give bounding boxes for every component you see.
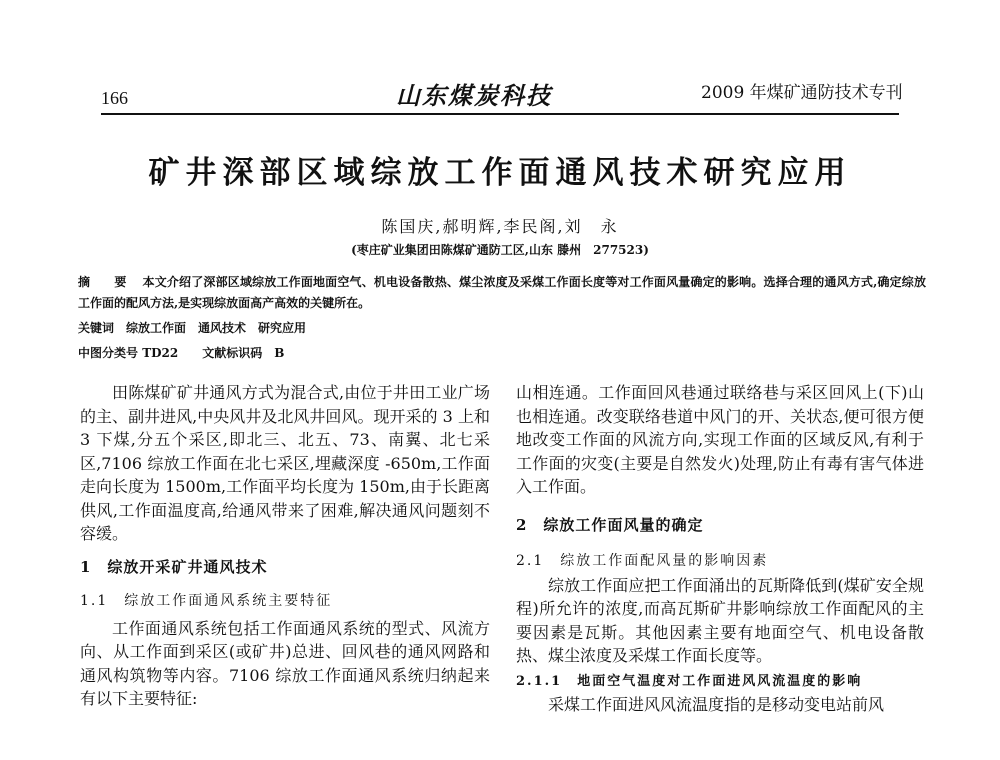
abstract-label: 摘 要 bbox=[78, 275, 133, 289]
section-heading-1: 1 综放开采矿井通风技术 bbox=[80, 557, 268, 576]
keywords bbox=[78, 319, 306, 336]
subsection-heading-2-1: 2.1 综放工作面配风量的影响因素 bbox=[516, 553, 769, 569]
doc-label: 文献标识码 bbox=[202, 346, 263, 360]
journal-name: 山东煤炭科技 bbox=[396, 81, 552, 110]
cls-label: 中图分类号 bbox=[78, 346, 139, 360]
doc-value: B bbox=[274, 346, 285, 360]
page-number: 166 bbox=[101, 88, 128, 108]
cls-value: TD22 bbox=[142, 346, 179, 360]
author-affiliation: (枣庄矿业集团田陈煤矿通防工区,山东 滕州 277523) bbox=[351, 243, 649, 257]
author-list: 陈国庆,郝明辉,李民阁,刘 永 bbox=[381, 217, 619, 236]
right-column bbox=[516, 381, 924, 717]
left-column bbox=[80, 381, 490, 711]
abstract-text: 本文介绍了深部区域综放工作面地面空气、机电设备散热、煤尘浓度及采煤工作面长度等对工作面风量确定的影响。选择合理的通风方式,确定综放工作面的配风方法,是实现综放面高产高效的关键所在。 bbox=[78, 275, 926, 310]
keywords-label: 关键词 bbox=[78, 321, 115, 335]
header-rule bbox=[101, 113, 899, 115]
airflow-factors-paragraph: 综放工作面应把工作面涌出的瓦斯降低到(煤矿安全规程)所允许的浓度,而高瓦斯矿井影响综放工作面配风的主要因素是瓦斯。其他因素主要有地面空气、机电设备散热、煤尘浓度及采煤工作面长度等。 bbox=[516, 575, 924, 665]
ventilation-system-paragraph: 工作面通风系统包括工作面通风系统的型式、风流方向、从工作面到采区(或矿井)总进、回风巷的通风网路和通风构筑物等内容。7106 综放工作面通风系统归纳起来有以下主要特征: bbox=[80, 618, 490, 708]
continued-paragraph: 山相连通。工作面回风巷通过联络巷与采区回风上(下)山也相连通。改变联络巷道中风门的开、关状态,便可很方便地改变工作面的风流方向,实现工作面的区域反风,有利于工作面的灾变(主要是自然发火)处理,防止有毒有害气体进入工作面。 bbox=[516, 383, 924, 496]
subsection-heading-1-1: 1.1 综放工作面通风系统主要特征 bbox=[80, 593, 333, 609]
issue-label: 2009 年煤矿通防技术专刊 bbox=[701, 83, 903, 103]
inlet-temperature-paragraph: 采煤工作面进风风流温度指的是移动变电站前风 bbox=[548, 695, 885, 714]
subsubsection-heading-2-1-1: 2.1.1 地面空气温度对工作面进风风流温度的影响 bbox=[516, 673, 863, 689]
classification bbox=[78, 344, 284, 361]
abstract bbox=[78, 272, 926, 314]
article-title: 矿井深部区域综放工作面通风技术研究应用 bbox=[148, 155, 852, 191]
keywords-text: 综放工作面 通风技术 研究应用 bbox=[126, 321, 307, 335]
section-heading-2: 2 综放工作面风量的确定 bbox=[516, 515, 704, 534]
intro-paragraph: 田陈煤矿矿井通风方式为混合式,由位于井田工业广场的主、副井进风,中央风井及北风井回风。现开采的 3 上和 3 下煤,分五个采区,即北三、北五、73、南翼、北七采区,7106 综放工作面在北七采区,埋藏深度 -650m,工作面走向长度为 1500m,工作面平均长度为 150m,由于长距离供风,工作面温度高,给通风带来了困难,解决通风问题刻不容缓。 bbox=[80, 383, 490, 543]
